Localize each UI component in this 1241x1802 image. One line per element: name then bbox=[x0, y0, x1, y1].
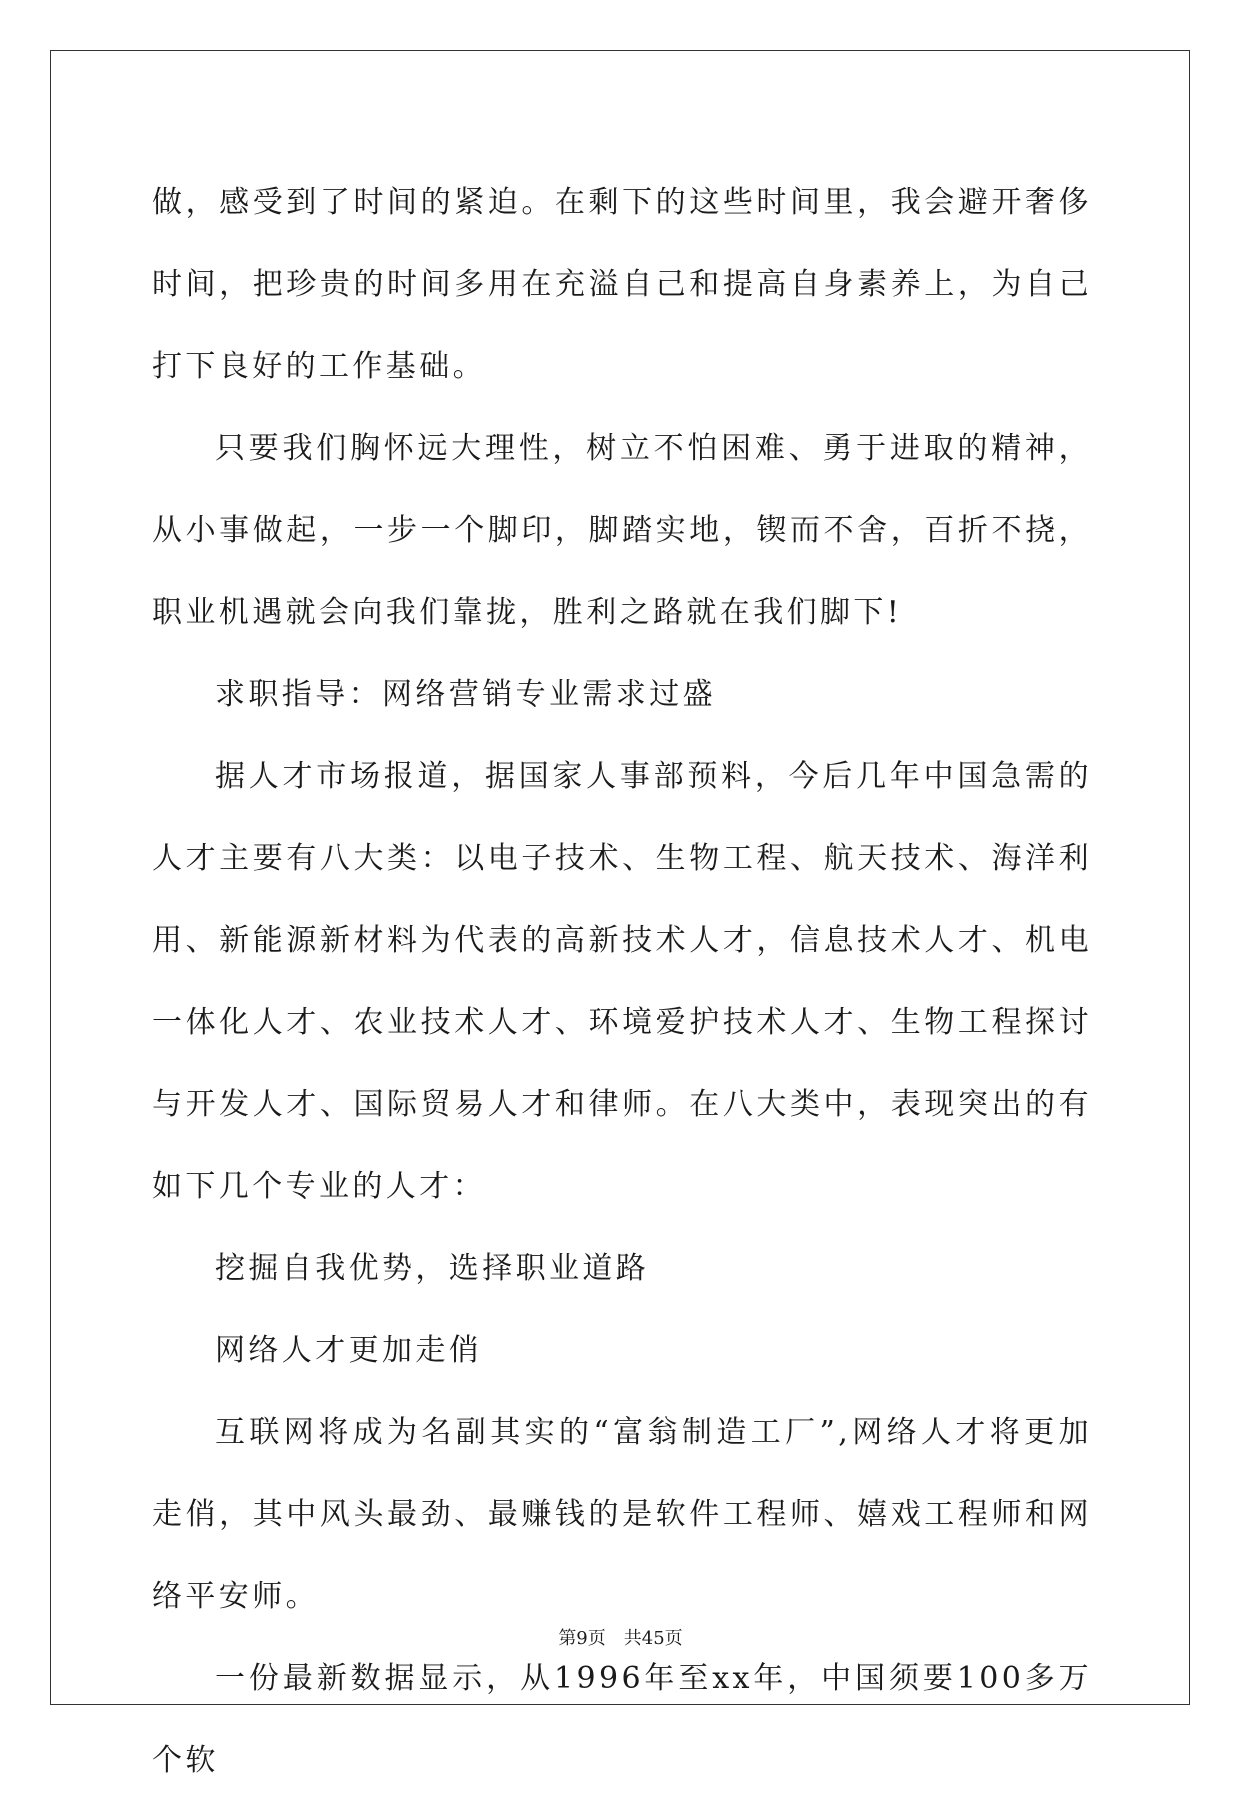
paragraph-2: 只要我们胸怀远大理性，树立不怕困难、勇于进取的精神，从小事做起，一步一个脚印，脚踏实地，锲而不舍，百折不挠，职业机遇就会向我们靠拢，胜利之路就在我们脚下! bbox=[152, 431, 1092, 630]
total-pages: 共45页 bbox=[623, 1628, 683, 1649]
section-heading-job-guidance: 求职指导：网络营销专业需求过盛 bbox=[215, 677, 716, 712]
page-footer bbox=[0, 1628, 1241, 1650]
page-number: 第9页 bbox=[558, 1628, 606, 1649]
paragraph-7: 互联网将成为名副其实的“富翁制造工厂”,网络人才将更加走俏，其中风头最劲、最赚钱的是软件工程师、嬉戏工程师和网络平安师。 bbox=[152, 1415, 1092, 1614]
section-heading-self-advantage: 挖掘自我优势，选择职业道路 bbox=[215, 1251, 650, 1286]
section-heading-network-talent: 网络人才更加走俏 bbox=[215, 1333, 483, 1368]
paragraph-1: 做，感受到了时间的紧迫。在剩下的这些时间里，我会避开奢侈时间，把珍贵的时间多用在充溢自己和提高自身素养上，为自己打下良好的工作基础。 bbox=[152, 185, 1092, 384]
paragraph-4: 据人才市场报道，据国家人事部预料，今后几年中国急需的人才主要有八大类：以电子技术、生物工程、航天技术、海洋利用、新能源新材料为代表的高新技术人才，信息技术人才、机电一体化人才、农业技术人才、环境爱护技术人才、生物工程探讨与开发人才、国际贸易人才和律师。在八大类中，表现突出的有如下几个专业的人才： bbox=[152, 759, 1092, 1204]
paragraph-8: 一份最新数据显示，从1996年至xx年，中国须要100多万个软 bbox=[152, 1661, 1092, 1778]
document-body bbox=[152, 162, 1092, 1802]
